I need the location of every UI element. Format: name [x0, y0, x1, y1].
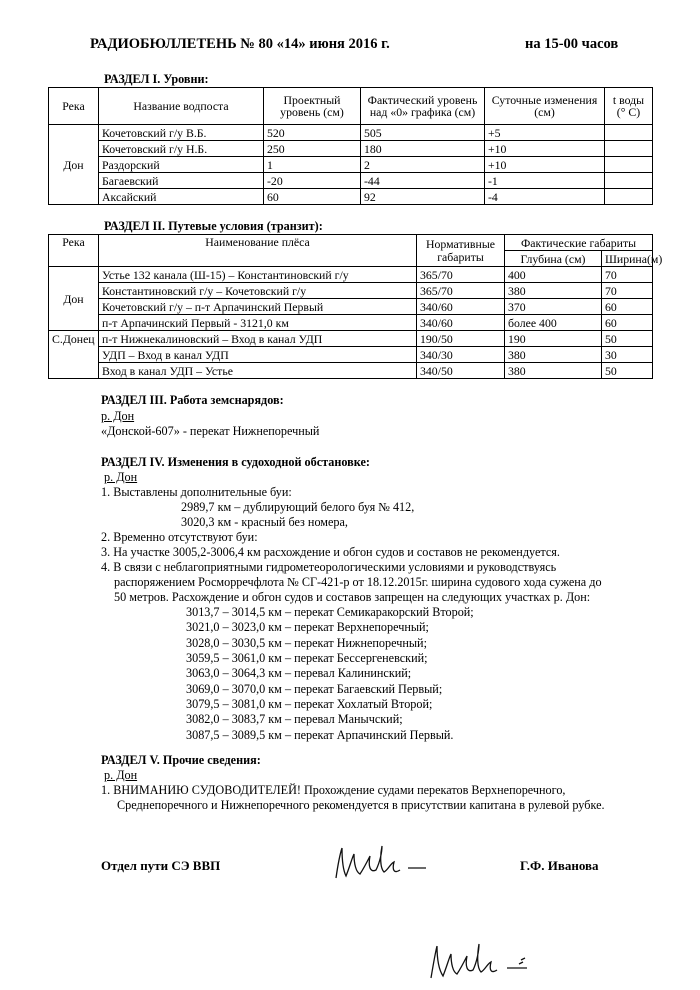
station-cell: Кочетовский г/у Н.Б.: [99, 141, 264, 157]
change-cell: -1: [485, 173, 605, 189]
reach-item: 3069,0 – 3070,0 км – перекат Багаевский Первый;: [186, 682, 443, 696]
header-reach: Наименование плёса: [99, 235, 417, 267]
bulletin-title: РАДИОБЮЛЛЕТЕНЬ № 80 «14» июня 2016 г.: [90, 36, 390, 52]
temp-cell: [605, 173, 653, 189]
normative-cell: 340/50: [417, 363, 505, 379]
header-width: Ширина(м): [602, 251, 653, 267]
width-cell: 60: [602, 299, 653, 315]
river-cell: С.Донец: [49, 331, 99, 379]
temp-cell: [605, 189, 653, 205]
table-row: [49, 315, 653, 331]
reach-item: 3082,0 – 3083,7 км – перевал Манычский;: [186, 712, 403, 726]
section4-river: р. Дон: [104, 470, 138, 484]
levels-header-row: [49, 88, 653, 125]
signature-second: [425, 938, 545, 984]
header-river: Река: [49, 235, 99, 267]
design-cell: 250: [264, 141, 361, 157]
section4-line: распоряжением Росморречфлота № СГ-421-р от 18.12.2015г. ширина судового хода сужена до: [114, 575, 602, 589]
depth-cell: 380: [505, 363, 602, 379]
header-river: Река: [49, 88, 99, 125]
table-row: [49, 363, 653, 379]
change-cell: +10: [485, 141, 605, 157]
table-row: [49, 157, 653, 173]
temp-cell: [605, 141, 653, 157]
header-design-level: Проектный уровень (см): [264, 88, 361, 125]
depth-cell: 370: [505, 299, 602, 315]
table-row: [49, 141, 653, 157]
header-station: Название водпоста: [99, 88, 264, 125]
actual-cell: 2: [361, 157, 485, 173]
width-cell: 70: [602, 283, 653, 299]
table-row: [49, 347, 653, 363]
reach-item: 3063,0 – 3064,3 км – перевал Калининский;: [186, 666, 412, 680]
section5-river: р. Дон: [104, 768, 138, 782]
section4-line: 1. Выставлены дополнительные буи:: [101, 485, 292, 499]
design-cell: 520: [264, 125, 361, 141]
width-cell: 60: [602, 315, 653, 331]
section4-line: 2989,7 км – дублирующий белого буя № 412,: [181, 500, 415, 514]
station-cell: Багаевский: [99, 173, 264, 189]
table-row: [49, 283, 653, 299]
signer-name: Г.Ф. Иванова: [520, 858, 599, 873]
actual-cell: -44: [361, 173, 485, 189]
depth-cell: более 400: [505, 315, 602, 331]
width-cell: 50: [602, 363, 653, 379]
change-cell: +10: [485, 157, 605, 173]
width-cell: 70: [602, 267, 653, 283]
header-daily-change: Суточные изменения (см): [485, 88, 605, 125]
header-actual-level: Фактический уровень над «0» графика (см): [361, 88, 485, 125]
reach-cell: Вход в канал УДП – Устье: [99, 363, 417, 379]
station-cell: Раздорский: [99, 157, 264, 173]
reach-cell: Устье 132 канала (Ш-15) – Константиновский г/у: [99, 267, 417, 283]
section3-river: р. Дон: [101, 409, 135, 423]
reach-cell: УДП – Вход в канал УДП: [99, 347, 417, 363]
table-row: [49, 125, 653, 141]
table-row: [49, 173, 653, 189]
bulletin-time: на 15-00 часов: [525, 36, 619, 52]
department-label: Отдел пути СЭ ВВП: [101, 858, 221, 873]
depth-cell: 190: [505, 331, 602, 347]
reach-item: 3079,5 – 3081,0 км – перекат Хохлатый Второй;: [186, 697, 433, 711]
section3-title: РАЗДЕЛ III. Работа земснарядов:: [101, 393, 284, 407]
route-table: [48, 234, 663, 379]
table-row: [49, 189, 653, 205]
design-cell: 60: [264, 189, 361, 205]
table-row: [49, 299, 653, 315]
actual-cell: 505: [361, 125, 485, 141]
station-cell: Кочетовский г/у В.Б.: [99, 125, 264, 141]
reach-cell: Кочетовский г/у – п-т Арпачинский Первый: [99, 299, 417, 315]
section5-title: РАЗДЕЛ V. Прочие сведения:: [101, 753, 261, 767]
header-depth: Глубина (см): [505, 251, 602, 267]
depth-cell: 380: [505, 347, 602, 363]
change-cell: +5: [485, 125, 605, 141]
normative-cell: 340/30: [417, 347, 505, 363]
normative-cell: 190/50: [417, 331, 505, 347]
route-header-row: [49, 235, 653, 251]
section4-line: 3. На участке 3005,2-3006,4 км расхождение и обгон судов и составов не рекомендуется.: [101, 545, 560, 559]
section4-line: 50 метров. Расхождение и обгон судов и составов запрещен на следующих участках р. Дон:: [114, 590, 591, 604]
depth-cell: 400: [505, 267, 602, 283]
section5-line: 1. ВНИМАНИЮ СУДОВОДИТЕЛЕЙ! Прохождение судами перекатов Верхнепоречного,: [101, 783, 566, 797]
table-row: [49, 267, 653, 283]
section3-line: «Донской-607» - перекат Нижнепоречный: [101, 424, 320, 438]
reach-cell: п-т Нижнекалиновский – Вход в канал УДП: [99, 331, 417, 347]
levels-table: [48, 87, 653, 205]
design-cell: 1: [264, 157, 361, 173]
section4-line: 2. Временно отсутствуют буи:: [101, 530, 258, 544]
normative-cell: 365/70: [417, 283, 505, 299]
header-normative: Нормативные габариты: [417, 235, 505, 267]
reach-item: 3087,5 – 3089,5 км – перекат Арпачинский Первый.: [186, 728, 454, 742]
river-cell: Дон: [49, 125, 99, 205]
design-cell: -20: [264, 173, 361, 189]
actual-cell: 180: [361, 141, 485, 157]
section1-title: РАЗДЕЛ I. Уровни:: [104, 72, 209, 86]
table-row: [49, 331, 653, 347]
section4-line: 3020,3 км - красный без номера,: [181, 515, 348, 529]
section4-line: 4. В связи с неблагоприятными гидрометеорологическими условиями и руководствуясь: [101, 560, 557, 574]
reach-item: 3013,7 – 3014,5 км – перекат Семикаракорский Второй;: [186, 605, 474, 619]
section5-line: Среднепоречного и Нижнепоречного рекомендуется в присутствии капитана в рулевой рубке.: [117, 798, 605, 812]
river-cell: Дон: [49, 267, 99, 331]
signature: [330, 840, 430, 886]
reach-cell: Константиновский г/у – Кочетовский г/у: [99, 283, 417, 299]
temp-cell: [605, 125, 653, 141]
width-cell: 50: [602, 331, 653, 347]
temp-cell: [605, 157, 653, 173]
actual-cell: 92: [361, 189, 485, 205]
normative-cell: 340/60: [417, 315, 505, 331]
reach-cell: п-т Арпачинский Первый - 3121,0 км: [99, 315, 417, 331]
width-cell: 30: [602, 347, 653, 363]
normative-cell: 340/60: [417, 299, 505, 315]
header-actual-dimensions: Фактические габариты: [505, 235, 653, 251]
depth-cell: 380: [505, 283, 602, 299]
reach-item: 3021,0 – 3023,0 км – перекат Верхнепоречный;: [186, 620, 429, 634]
station-cell: Аксайский: [99, 189, 264, 205]
change-cell: -4: [485, 189, 605, 205]
section2-title: РАЗДЕЛ II. Путевые условия (транзит):: [104, 219, 323, 233]
reach-item: 3059,5 – 3061,0 км – перекат Бессергеневский;: [186, 651, 428, 665]
header-water-temp: t воды (° С): [605, 88, 653, 125]
normative-cell: 365/70: [417, 267, 505, 283]
section4-title: РАЗДЕЛ IV. Изменения в судоходной обстановке:: [101, 455, 370, 469]
reach-item: 3028,0 – 3030,5 км – перекат Нижнепоречный;: [186, 636, 427, 650]
